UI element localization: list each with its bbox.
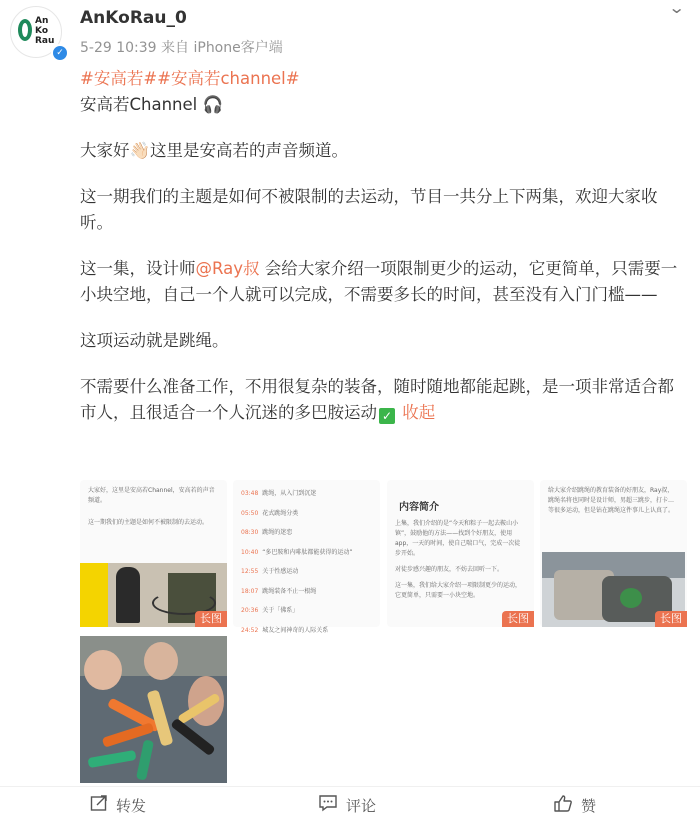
- long-image-badge: 长图: [655, 611, 687, 627]
- avatar-logo-text: An Ko Rau: [35, 16, 55, 46]
- hashtags[interactable]: #安高若##安高若channel#: [80, 69, 300, 88]
- share-icon: [90, 794, 108, 816]
- intro-title: 内容简介: [399, 502, 439, 513]
- toc-time: 12:55: [241, 568, 259, 575]
- post-meta: [80, 37, 283, 57]
- long-image-badge: 长图: [502, 611, 534, 627]
- intro-text: 对徒步感兴趣的朋友，不妨去回听一下。: [395, 566, 504, 573]
- comment-label: 评论: [346, 796, 377, 815]
- toc-text: 关于「佛系」: [262, 607, 299, 614]
- toc-text: 关于性感运动: [262, 568, 299, 575]
- intro-text: 这一集，我们给大家介绍一项限制更少的运动，它更简单，只需要一小块空地。: [395, 582, 522, 599]
- image-thumbnail-1[interactable]: [80, 480, 227, 627]
- toc-text: 跳绳，从入门到沉迷: [262, 490, 317, 497]
- toc-time: 10:40: [241, 548, 259, 556]
- toc-item: [233, 562, 380, 582]
- action-bar: [0, 786, 700, 827]
- repost-button[interactable]: [90, 794, 146, 816]
- image-text: 给大家介绍跳绳的教育装备的好朋友，Ray叔，跳绳名将也同时是设计师，男超三跳步，打卡…等很多运动，但是钻在跳绳这件事儿上认真了。: [548, 487, 675, 514]
- like-button[interactable]: [553, 794, 596, 816]
- long-image-badge: 长图: [195, 611, 227, 627]
- toc-time: 24:52: [241, 626, 259, 634]
- wave-hand-icon: 👋🏻: [129, 141, 151, 160]
- toc-text: “多巴胺和内啡肽都能获得的运动”: [262, 548, 353, 556]
- image-text: 大家好，这里是安高若Channel，安高若的声音频道。: [88, 487, 215, 504]
- table-of-contents: [233, 480, 380, 640]
- photo-jump-rope-handles: [80, 636, 227, 783]
- username[interactable]: AnKoRau_0: [80, 8, 187, 28]
- toc-time: 03:48: [241, 490, 259, 497]
- intro-text: 上集，我们介绍的是“今天和粽子一起去鞍山小镇”，鼓励他的方法——找到个好朋友，使用app，一天的时间，使自己喘口气，完成一次徒步开始。: [395, 520, 521, 557]
- image-thumbnail-5[interactable]: [80, 636, 227, 783]
- verified-badge-icon: ✓: [51, 44, 69, 62]
- post-time: 5-29 10:39: [80, 40, 157, 56]
- image-text: 这一期我们的主题是如何不被限制的去运动。: [88, 519, 209, 526]
- toc-text: 花式跳绳分类: [262, 509, 299, 517]
- image-thumbnail-2[interactable]: [233, 480, 380, 634]
- post-body: [80, 66, 690, 426]
- like-label: 赞: [581, 796, 597, 815]
- mention-link[interactable]: @Ray叔: [195, 259, 260, 278]
- comment-icon: [318, 794, 338, 816]
- toc-item: [233, 484, 380, 504]
- episode-line: 这一集，设计师@Ray叔 会给大家介绍一项限制更少的运动，它更简单，只需要一 小块空地，自己一个人就可以完成，不需要多长的时间，甚至没有入门门槛——: [80, 259, 678, 304]
- toc-item: [233, 582, 380, 602]
- collapse-link[interactable]: 收起: [402, 403, 436, 422]
- toc-time: 05:50: [241, 509, 259, 517]
- toc-text: 跳绳的迷恋: [262, 529, 293, 536]
- toc-time: 20:36: [241, 607, 259, 614]
- checkmark-icon: ✓: [379, 408, 395, 424]
- post-source: 来自 iPhone客户端: [161, 40, 283, 56]
- theme-line: 这一期我们的主题是如何不被限制的去运动，节目一共分上下两集，欢迎大家收 听。: [80, 187, 658, 232]
- toc-item: [233, 601, 380, 621]
- toc-item: [233, 543, 380, 563]
- toc-item: [233, 504, 380, 524]
- headphones-icon: 🎧: [202, 95, 224, 114]
- rope-line: 这项运动就是跳绳。: [80, 331, 229, 350]
- toc-text: 城友之间神奇的人际关系: [262, 626, 329, 634]
- channel-line: 安高若Channel 🎧: [80, 95, 224, 114]
- repost-label: 转发: [116, 796, 147, 815]
- toc-item: [233, 621, 380, 641]
- image-thumbnail-3[interactable]: [387, 480, 534, 627]
- toc-time: 08:30: [241, 529, 259, 536]
- toc-text: 跳绳装备不止一根绳: [262, 587, 317, 595]
- toc-item: [233, 523, 380, 543]
- comment-button[interactable]: [318, 794, 376, 816]
- image-thumbnail-4[interactable]: [540, 480, 687, 627]
- post-header: [0, 0, 700, 70]
- thumbs-up-icon: [553, 794, 573, 816]
- chevron-down-icon[interactable]: ⌄: [667, 0, 686, 17]
- greeting-line: 大家好👋🏻这里是安高若的声音频道。: [80, 141, 349, 160]
- toc-time: 18:07: [241, 587, 259, 595]
- prep-line: 不需要什么准备工作，不用很复杂的装备，随时随地都能起跳，是一项非常适合都 市人，且很适合一个人沉迷的多巴胺运动 ✓ 收起: [80, 377, 674, 423]
- logo-ring-icon: [18, 19, 32, 41]
